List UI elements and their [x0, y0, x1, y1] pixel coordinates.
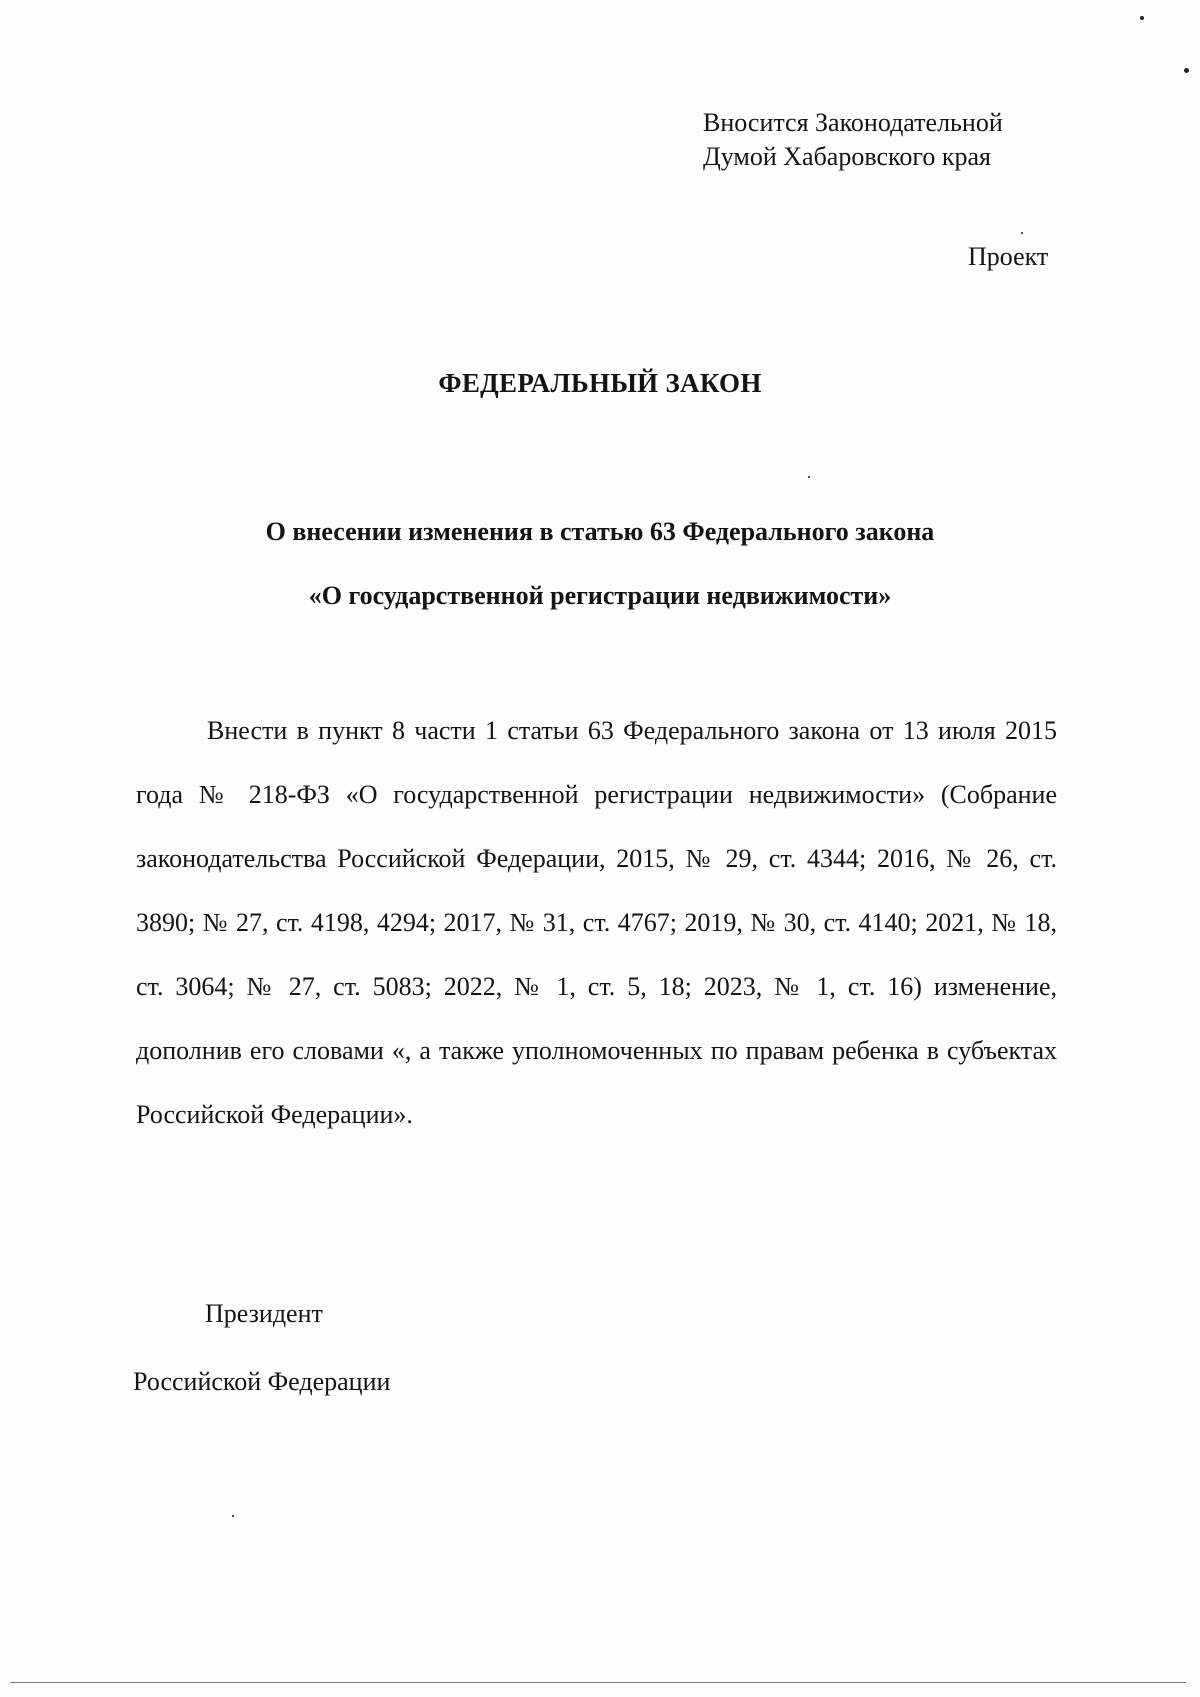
document-title-line-1: О внесении изменения в статью 63 Федерального закона	[265, 517, 935, 546]
scan-speck	[1140, 16, 1144, 20]
submitter-line-1: Вносится Законодательной	[703, 108, 1003, 137]
submitter-line-2: Думой Хабаровского края	[703, 142, 991, 171]
scan-speck	[232, 1515, 234, 1517]
scan-edge-line	[10, 1682, 1186, 1683]
project-label: Проект	[968, 242, 1049, 271]
scan-speck	[808, 476, 810, 478]
signature-block	[133, 1280, 390, 1416]
document-title	[0, 500, 1200, 628]
scan-speck	[1184, 68, 1189, 73]
signature-title-line-1: Президент	[205, 1299, 323, 1328]
signature-title-line-2: Российской Федерации	[133, 1367, 391, 1396]
document-body-paragraph: Внести в пункт 8 части 1 статьи 63 Федерального закона от 13 июля 2015 года № 218-ФЗ «О государственной регистрации недвижимости» (Собрание законодательства Российской Федерации, 2015, № 29, ст. 4344; 2016, № 26, ст. 3890; № 27, ст. 4198, 4294; 2017, № 31, ст. 4767; 2019, № 30, ст. 4140; 2021, № 18, ст. 3064; № 27, ст. 5083; 2022, № 1, ст. 5, 18; 2023, № 1, ст. 16) изменение, дополнив его словами «, а также уполномоченных по правам ребенка в субъектах Российской Федерации».	[136, 716, 1057, 1129]
submitter-block	[703, 106, 1003, 174]
document-title-line-2: «О государственной регистрации недвижимости»	[308, 581, 892, 610]
scan-speck	[1021, 232, 1023, 234]
document-type-heading: ФЕДЕРАЛЬНЫЙ ЗАКОН	[438, 368, 762, 398]
